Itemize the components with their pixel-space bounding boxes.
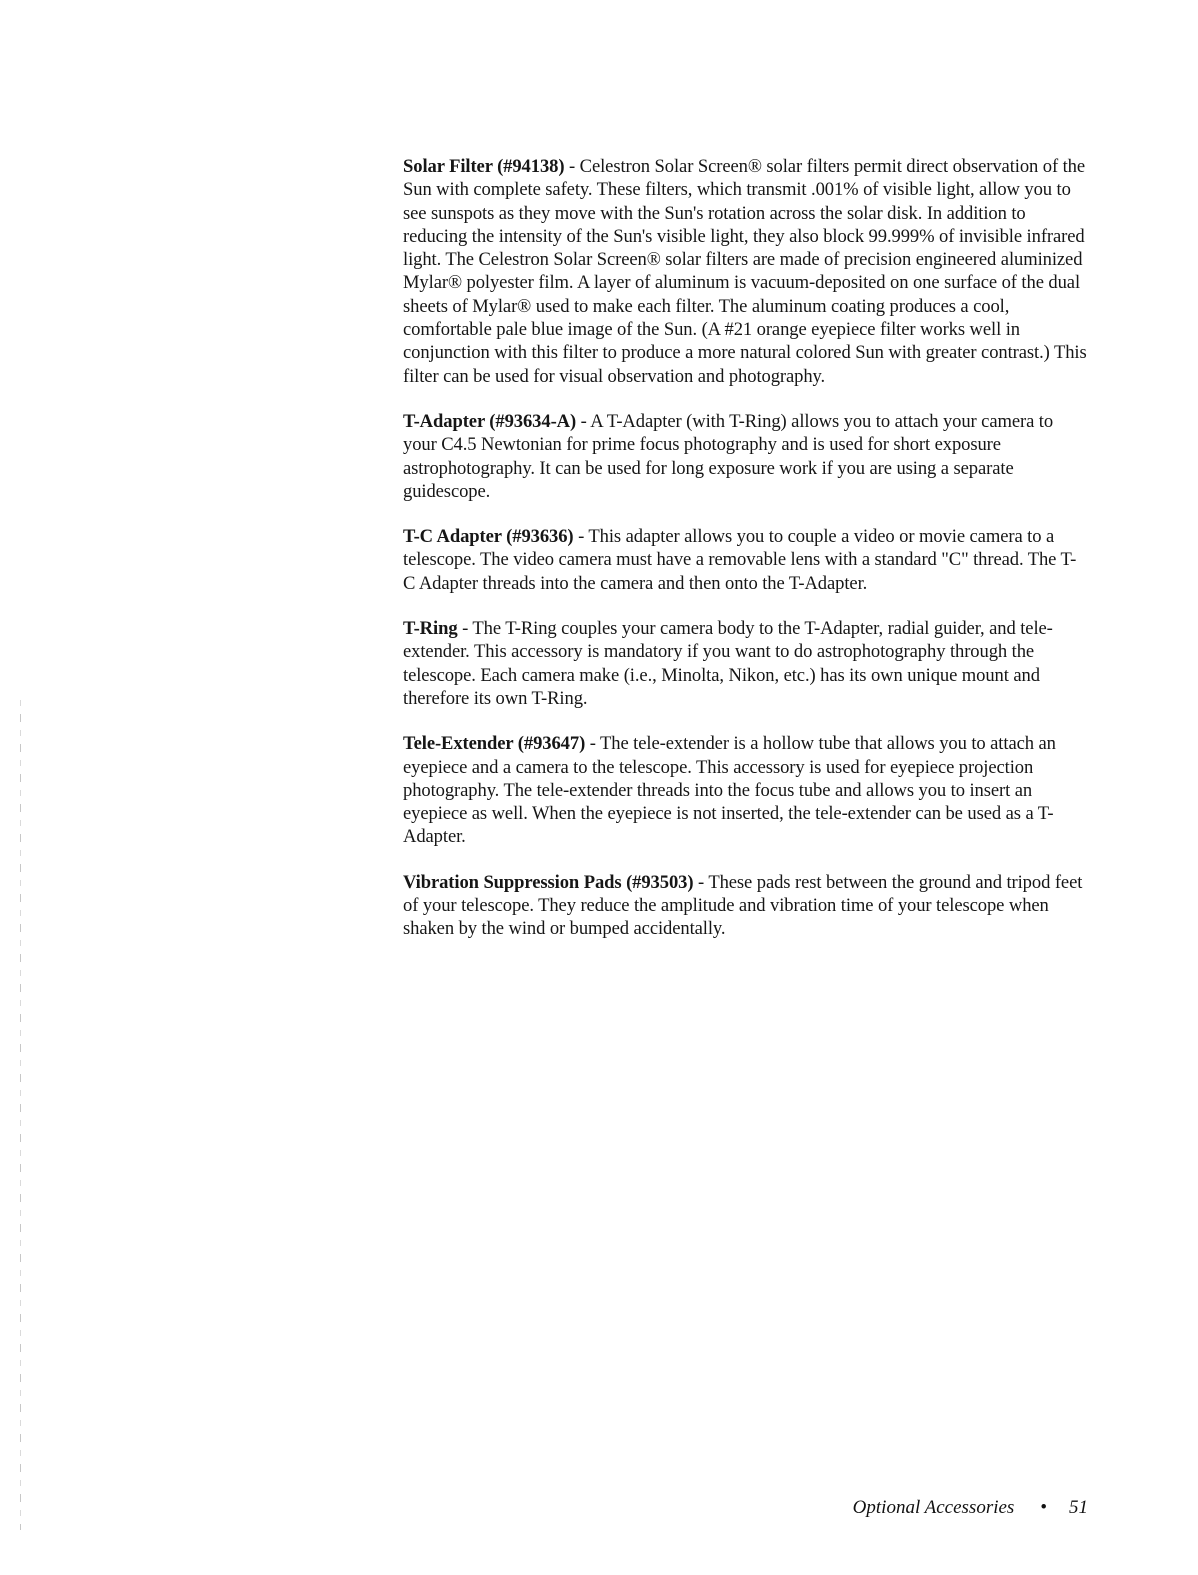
entry-term: Tele-Extender (#93647) (403, 733, 586, 755)
entry-body: These pads rest between the ground and tripod feet of your telescope. They reduce the amplitude and vibration time of your telescope when shaken by the wind or bumped accidentally. (403, 871, 1083, 940)
entry-term: T-Ring (403, 618, 458, 640)
entry-term: T-C Adapter (#93636) (403, 526, 574, 548)
entry-separator: - (564, 156, 580, 177)
page-footer (853, 1497, 1088, 1519)
entry-t-ring (403, 617, 1088, 710)
entry-separator: - (573, 526, 589, 548)
entry-vibration-pads (403, 871, 1088, 941)
entry-tele-extender (403, 732, 1088, 848)
scan-edge-artifact (20, 700, 21, 1530)
entry-separator: - (693, 871, 709, 893)
entry-body: This adapter allows you to couple a video or movie camera to a telescope. The video camera must have a removable lens with a standard "C" thread. The T-C Adapter threads into the camera and then onto the T-Adapter. (403, 526, 1077, 594)
entry-term: Vibration Suppression Pads (#93503) (403, 871, 694, 893)
entry-separator: - (457, 618, 473, 640)
entry-solar-filter (403, 155, 1088, 388)
entry-t-adapter (403, 410, 1088, 503)
accessory-list (403, 155, 1088, 963)
footer-bullet: • (1040, 1497, 1047, 1518)
entry-separator: - (576, 410, 591, 432)
entry-t-c-adapter (403, 525, 1088, 595)
entry-body: Celestron Solar Screen® solar filters permit direct observation of the Sun with complete safety. These filters, which transmit .001% of visible light, allow you to see sunspots as they move with the Sun's rotation across the solar disk. In addition to reducing the intensity of the Sun's visible light, they also block 99.999% of invisible infrared light. The Celestron Solar Screen® solar filters are made of precision engineered aluminized Mylar® polyester film. A layer of aluminum is vacuum-deposited on one surface of the dual sheets of Mylar® used to make each filter. The aluminum coating produces a cool, comfortable pale blue image of the Sun. (A #21 orange eyepiece filter works well in conjunction with this filter to produce a more natural colored Sun with greater contrast.) This filter can be used for visual observation and photography. (403, 156, 1087, 387)
entry-body: The tele-extender is a hollow tube that allows you to attach an eyepiece and a camera to the telescope. This accessory is used for eyepiece projection photography. The tele-extender threads into the focus tube and allows you to insert an eyepiece as well. When the eyepiece is not inserted, the tele-extender can be used as a T-Adapter. (403, 733, 1056, 848)
entry-term: Solar Filter (#94138) (403, 156, 565, 177)
entry-body: The T-Ring couples your camera body to the T-Adapter, radial guider, and tele-extender. This accessory is mandatory if you want to do astrophotography through the telescope. Each camera make (i.e., Minolta, Nikon, etc.) has its own unique mount and therefore its own T-Ring. (403, 618, 1053, 709)
page-number: 51 (1069, 1497, 1088, 1518)
entry-body: A T-Adapter (with T-Ring) allows you to attach your camera to your C4.5 Newtonian for prime focus photography and is used for short exposure astrophotography. It can be used for long exposure work if you are using a separate guidescope. (403, 410, 1054, 502)
entry-separator: - (585, 733, 601, 755)
entry-term: T-Adapter (#93634-A) (403, 410, 577, 432)
footer-section-title: Optional Accessories (852, 1497, 1015, 1518)
